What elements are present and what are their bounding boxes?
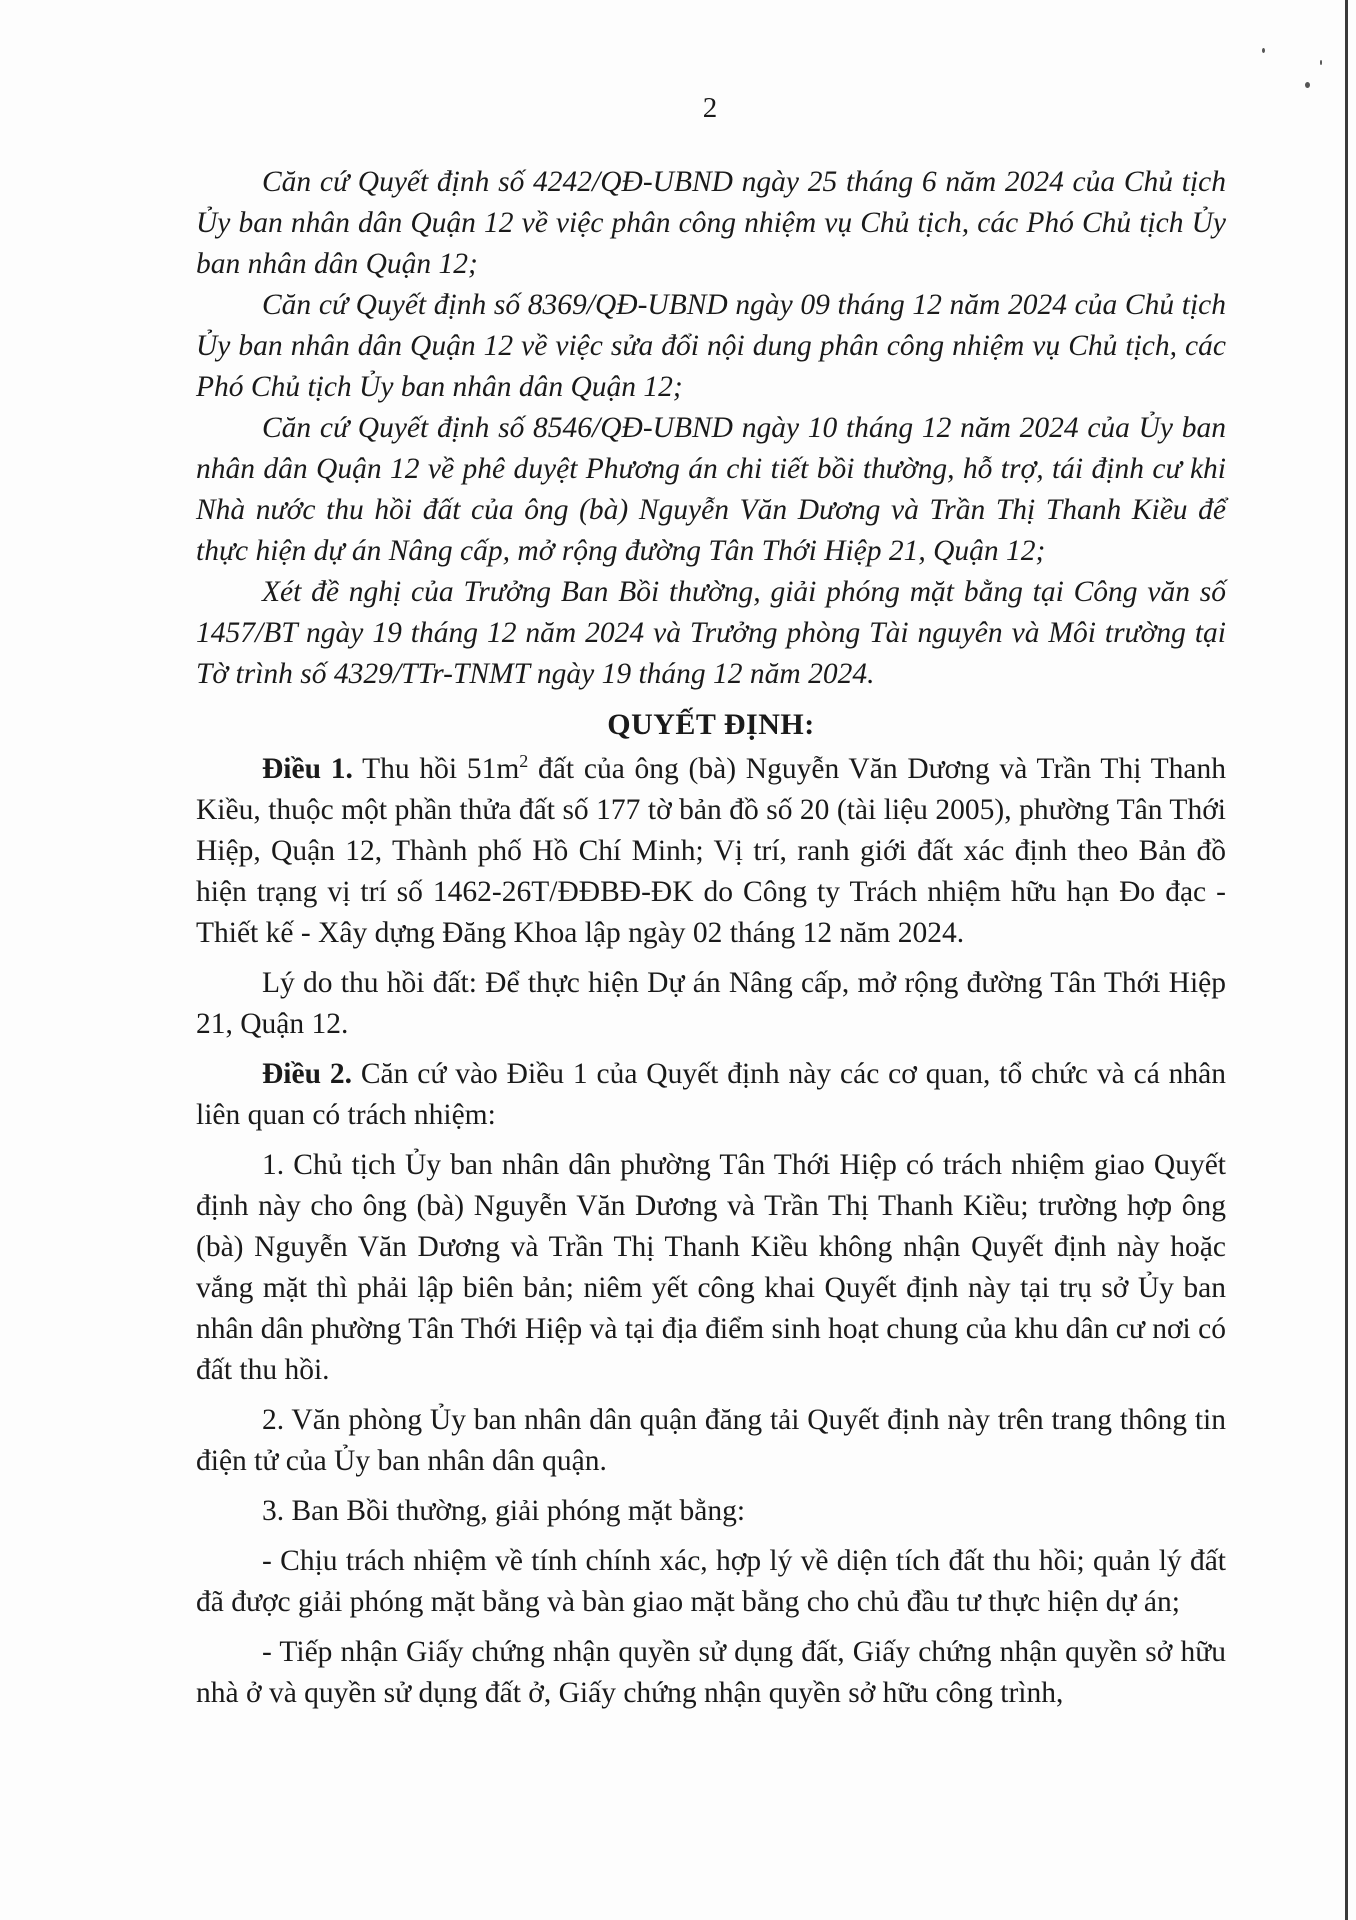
decision-heading: QUYẾT ĐỊNH:: [607, 708, 815, 741]
scan-speck: [1305, 82, 1310, 88]
preamble-paragraph-3: Căn cứ Quyết định số 8546/QĐ-UBND ngày 10 tháng 12 năm 2024 của Ủy ban nhân dân Quận 12 về phê duyệt Phương án chi tiết bồi thường, hỗ trợ, tái định cư khi Nhà nước thu hồi đất của ông (bà) Nguyễn Văn Dương và Trần Thị Thanh Kiều để thực hiện dự án Nâng cấp, mở rộng đường Tân Thới Hiệp 21, Quận 12;: [196, 412, 1226, 567]
article-2-item-1: 1. Chủ tịch Ủy ban nhân dân phường Tân Thới Hiệp có trách nhiệm giao Quyết định này cho ông (bà) Nguyễn Văn Dương và Trần Thị Thanh Kiều; trường hợp ông (bà) Nguyễn Văn Dương và Trần Thị Thanh Kiều không nhận Quyết định này hoặc vắng mặt thì phải lập biên bản; niêm yết công khai Quyết định này tại trụ sở Ủy ban nhân dân phường Tân Thới Hiệp và tại địa điểm sinh hoạt chung của khu dân cư nơi có đất thu hồi.: [196, 1149, 1226, 1386]
preamble-paragraph-1: Căn cứ Quyết định số 4242/QĐ-UBND ngày 25 tháng 6 năm 2024 của Chủ tịch Ủy ban nhân dân Quận 12 về việc phân công nhiệm vụ Chủ tịch, các Phó Chủ tịch Ủy ban nhân dân Quận 12;: [196, 166, 1226, 280]
article-2-item-3-a: - Chịu trách nhiệm về tính chính xác, hợp lý về diện tích đất thu hồi; quản lý đất đã được giải phóng mặt bằng và bàn giao mặt bằng cho chủ đầu tư thực hiện dự án;: [196, 1545, 1226, 1618]
article-2-label: Điều 2.: [262, 1058, 352, 1090]
article-1-text-a: Thu hồi 51m: [352, 753, 520, 785]
article-1-reason: Lý do thu hồi đất: Để thực hiện Dự án Nâng cấp, mở rộng đường Tân Thới Hiệp 21, Quận 12.: [196, 967, 1226, 1040]
scan-edge-line: [1345, 0, 1348, 1920]
preamble-paragraph-4: Xét đề nghị của Trưởng Ban Bồi thường, giải phóng mặt bằng tại Công văn số 1457/BT ngày 19 tháng 12 năm 2024 và Trưởng phòng Tài nguyên và Môi trường tại Tờ trình số 4329/TTr-TNMT ngày 19 tháng 12 năm 2024.: [196, 576, 1226, 690]
scan-speck: [1320, 60, 1322, 65]
article-1-label: Điều 1.: [262, 753, 353, 785]
scan-speck: [1262, 48, 1265, 53]
article-2: [196, 1054, 1226, 1136]
article-2-text: Căn cứ vào Điều 1 của Quyết định này các cơ quan, tổ chức và cá nhân liên quan có trách nhiệm:: [196, 1058, 1226, 1131]
document-body: [196, 162, 1226, 1714]
article-1-sup: 2: [519, 751, 529, 772]
article-1: [196, 749, 1226, 954]
article-2-item-2: 2. Văn phòng Ủy ban nhân dân quận đăng tải Quyết định này trên trang thông tin điện tử của Ủy ban nhân dân quận.: [196, 1404, 1226, 1477]
article-2-item-3-b: - Tiếp nhận Giấy chứng nhận quyền sử dụng đất, Giấy chứng nhận quyền sở hữu nhà ở và quyền sử dụng đất ở, Giấy chứng nhận quyền sở hữu công trình,: [196, 1636, 1226, 1709]
article-1-text-b: đất của ông (bà) Nguyễn Văn Dương và Trần Thị Thanh Kiều, thuộc một phần thửa đất số 177 tờ bản đồ số 20 (tài liệu 2005), phường Tân Thới Hiệp, Quận 12, Thành phố Hồ Chí Minh; Vị trí, ranh giới đất xác định theo Bản đồ hiện trạng vị trí số 1462-26T/ĐĐBĐ-ĐK do Công ty Trách nhiệm hữu hạn Đo đạc - Thiết kế - Xây dựng Đăng Khoa lập ngày 02 tháng 12 năm 2024.: [196, 753, 1226, 949]
article-2-item-3: 3. Ban Bồi thường, giải phóng mặt bằng:: [262, 1495, 746, 1527]
page-number: 2: [702, 92, 718, 124]
preamble-paragraph-2: Căn cứ Quyết định số 8369/QĐ-UBND ngày 09 tháng 12 năm 2024 của Chủ tịch Ủy ban nhân dân Quận 12 về việc sửa đổi nội dung phân công nhiệm vụ Chủ tịch, các Phó Chủ tịch Ủy ban nhân dân Quận 12;: [196, 289, 1226, 403]
